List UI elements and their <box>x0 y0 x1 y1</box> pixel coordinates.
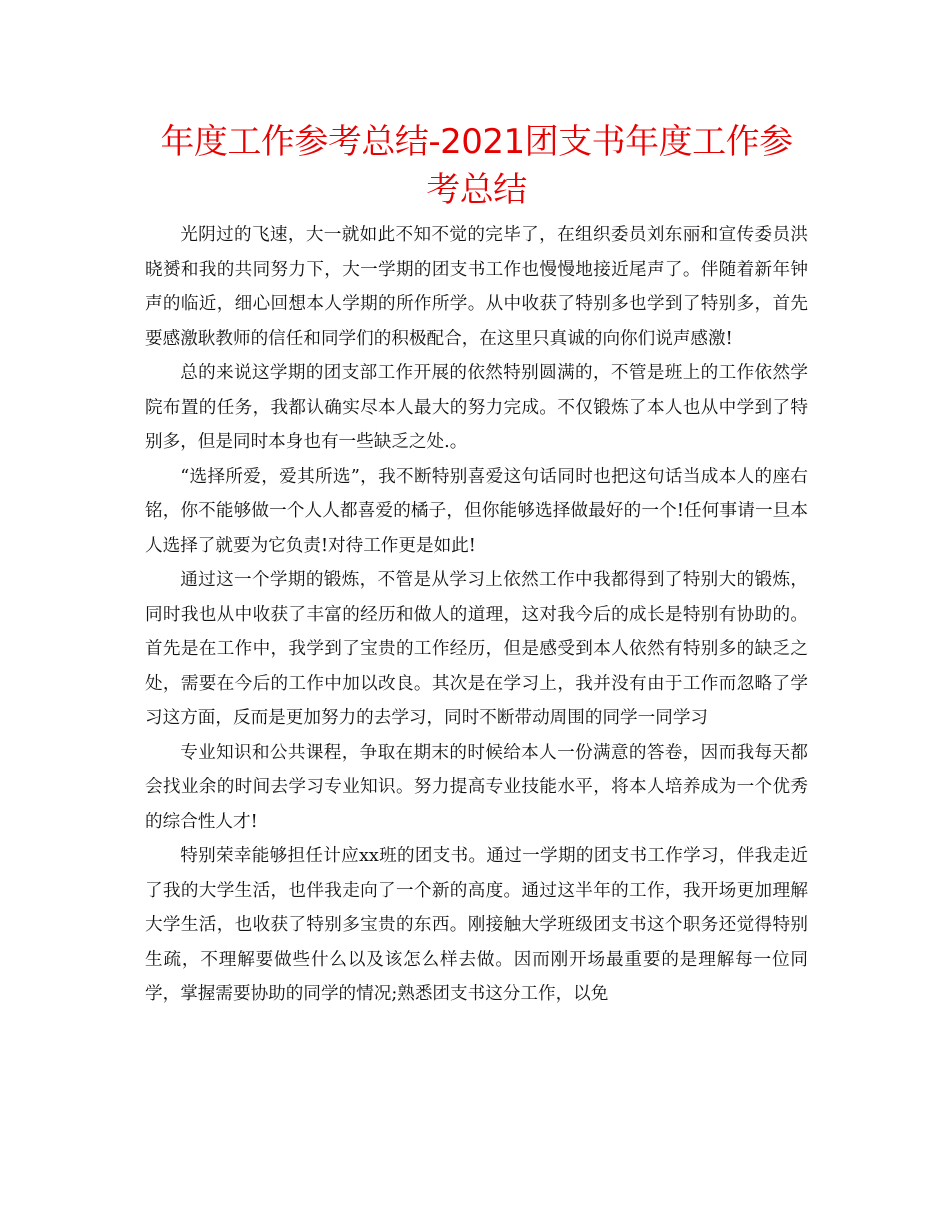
paragraph-2: 总的来说这学期的团支部工作开展的依然特别圆满的，不管是班上的工作依然学院布置的任务，我都认确实尽本人最大的努力完成。不仅锻炼了本人也从中学到了特别多，但是同时本身也有一些缺乏之处.。 <box>145 363 808 452</box>
document-body <box>145 218 808 1012</box>
paragraph-4: 通过这一个学期的锻炼，不管是从学习上依然工作中我都得到了特别大的锻炼，同时我也从中收获了丰富的经历和做人的道理，这对我今后的成长是特别有协助的。首先是在工作中，我学到了宝贵的工作经历，但是感受到本人依然有特别多的缺乏之处，需要在今后的工作中加以改良。其次是在学习上，我并没有由于工作而忽略了学习这方面，反而是更加努力的去学习，同时不断带动周围的同学一同学习 <box>145 570 808 728</box>
paragraph-6: 特别荣幸能够担任计应xx班的团支书。通过一学期的团支书工作学习，伴我走近了我的大学生活，也伴我走向了一个新的高度。通过这半年的工作，我开场更加理解大学生活，也收获了特别多宝贵的东西。刚接触大学班级团支书这个职务还觉得特别生疏，不理解要做些什么以及该怎么样去做。因而刚开场最重要的是理解每一位同学，掌握需要协助的同学的情况;熟悉团支书这分工作，以免 <box>145 846 808 1004</box>
paragraph-5: 专业知识和公共课程，争取在期末的时候给本人一份满意的答卷，因而我每天都会找业余的时间去学习专业知识。努力提高专业技能水平，将本人培养成为一个优秀的综合性人才! <box>145 742 808 832</box>
paragraph-3: “选择所爱，爱其所选”，我不断特别喜爱这句话同时也把这句话当成本人的座右铭，你不能够做一个人人都喜爱的橘子，但你能够选择做最好的一个!任何事请一旦本人选择了就要为它负责!对待工作更是如此! <box>145 466 808 556</box>
paragraph-1: 光阴过的飞速，大一就如此不知不觉的完毕了，在组织委员刘东丽和宣传委员洪晓赟和我的共同努力下，大一学期的团支书工作也慢慢地接近尾声了。伴随着新年钟声的临近，细心回想本人学期的所作所学。从中收获了特别多也学到了特别多，首先要感激耿教师的信任和同学们的积极配合，在这里只真诚的向你们说声感激! <box>145 225 808 349</box>
document-page <box>145 118 808 1012</box>
document-title: 年度工作参考总结-2021团支书年度工作参考总结 <box>160 122 793 210</box>
